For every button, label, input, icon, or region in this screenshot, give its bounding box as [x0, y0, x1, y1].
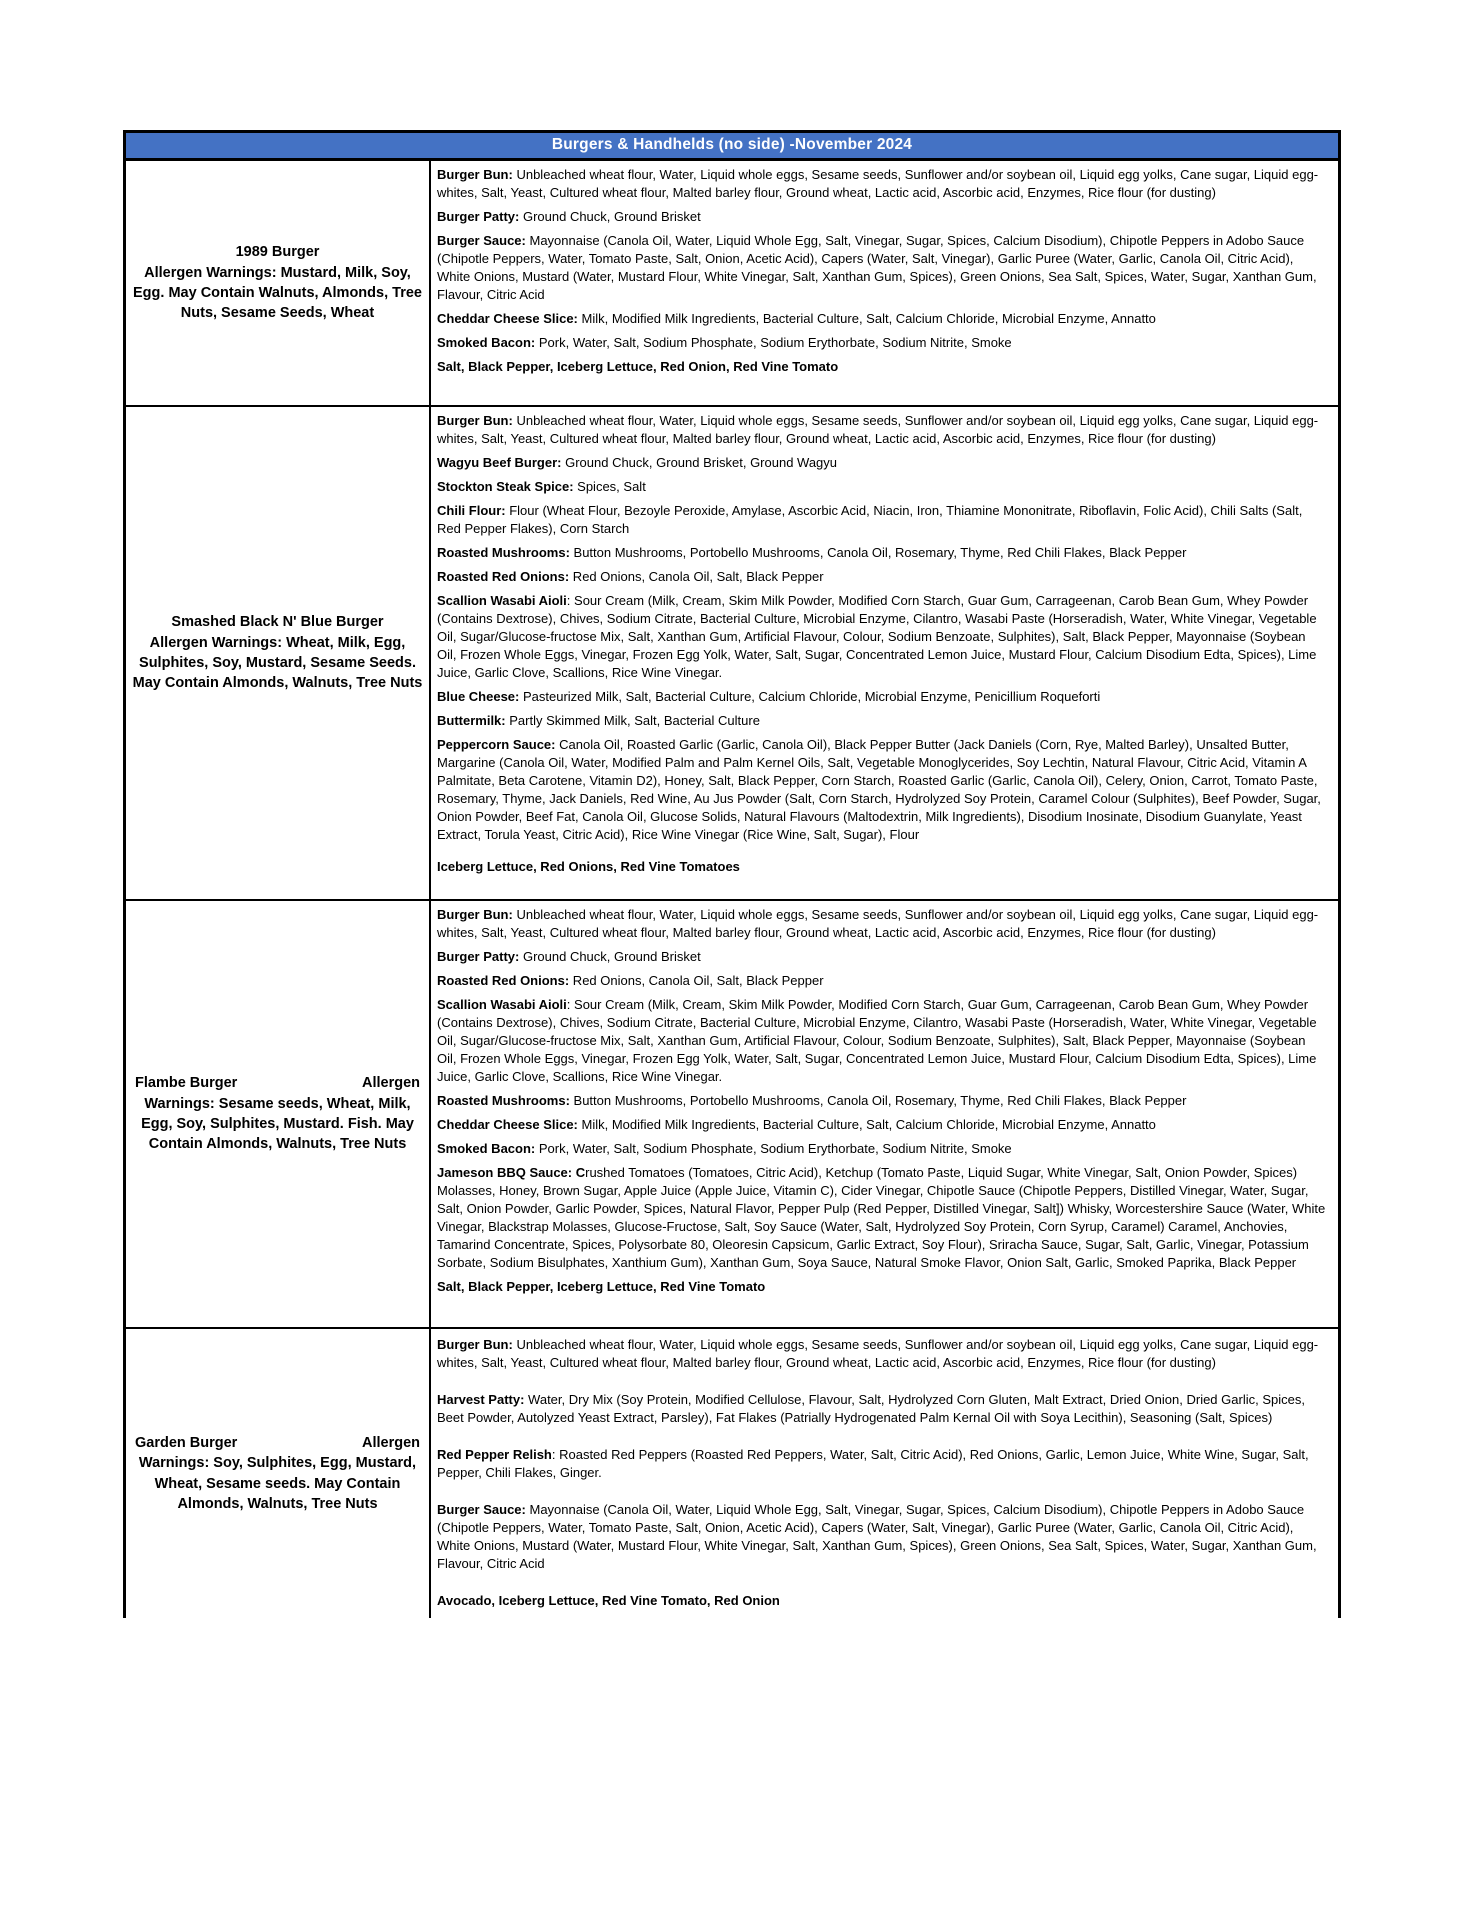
ingredient-paragraph [437, 1446, 1328, 1482]
ingredient-label: Buttermilk: [437, 713, 506, 728]
ingredient-paragraph [437, 972, 1328, 990]
allergen-word: Allergen [361, 1075, 420, 1092]
rows-container [126, 161, 1338, 1618]
ingredient-label: Jameson BBQ Sauce: C [437, 1165, 586, 1180]
ingredient-paragraph [437, 948, 1328, 966]
ingredient-paragraph [437, 1336, 1328, 1372]
allergen-warnings: Warnings: Sesame seeds, Wheat, Milk, Egg, Soy, Sulphites, Mustard. Fish. May Contain Almonds, Walnuts, Tree Nuts [141, 1095, 414, 1153]
allergen-warnings: Allergen Warnings: Wheat, Milk, Egg, Sulphites, Soy, Mustard, Sesame Seeds. May Contain Almonds, Walnuts, Tree Nuts [132, 634, 423, 692]
ingredient-paragraph [437, 996, 1328, 1086]
allergen-warnings: Warnings: Soy, Sulphites, Egg, Mustard, Wheat, Sesame seeds. May Contain Almonds, Walnuts, Tree Nuts [138, 1455, 417, 1512]
ingredient-label: Burger Bun: [437, 167, 513, 182]
ingredient-text: : Sour Cream (Milk, Cream, Skim Milk Powder, Modified Corn Starch, Guar Gum, Carrageenan, Carob Bean Gum, Whey Powder (Contains Dextrose), Chives, Sodium Citrate, Bacterial Culture, Microbial Enzyme, Cilantro, Wasabi Paste (Horseradish, Water, White Vinegar, Vegetable Oil, Sugar/Glucose-fructose Mix, Salt, Xanthan Gum, Artificial Flavour, Colour, Sodium Benzoate, Sulphites), Salt, Black Pepper, Mayonnaise (Soybean Oil, Frozen Whole Eggs, Vinegar, Frozen Egg Yolk, Water, Salt, Sugar, Concentrated Lemon Juice, Mustard Flour, Calcium Disodium Edta, Spices), Lime Juice, Garlic Clove, Scallions, Rice Wine Vinegar. [437, 997, 1317, 1084]
ingredient-paragraph [437, 1501, 1328, 1573]
table-header [126, 133, 1338, 161]
ingredient-paragraph [437, 232, 1328, 304]
allergen-word: Allergen [361, 1434, 420, 1451]
ingredient-text: Milk, Modified Milk Ingredients, Bacterial Culture, Salt, Calcium Chloride, Microbial Enzyme, Annatto [577, 311, 1156, 326]
burger-row [126, 901, 1338, 1329]
ingredient-paragraph [437, 502, 1328, 538]
ingredients-cell [431, 161, 1338, 405]
ingredient-label: Red Pepper Relish [437, 1447, 552, 1462]
base-components-line: Salt, Black Pepper, Iceberg Lettuce, Red Vine Tomato [437, 1279, 766, 1294]
ingredient-paragraph [437, 736, 1328, 844]
ingredient-text: Flour (Wheat Flour, Bezoyle Peroxide, Amylase, Ascorbic Acid, Niacin, Iron, Thiamine Mononitrate, Riboflavin, Folic Acid), Chili Salts (Salt, Red Pepper Flakes), Corn Starch [437, 503, 1303, 536]
ingredient-label: Peppercorn Sauce: [437, 737, 556, 752]
ingredient-text: Unbleached wheat flour, Water, Liquid whole eggs, Sesame seeds, Sunflower and/or soybean oil, Liquid egg yolks, Cane sugar, Liquid egg-whites, Salt, Yeast, Cultured wheat flour, Malted barley flour, Ground wheat, Lactic acid, Ascorbic acid, Enzymes, Rice flour (for dusting) [437, 413, 1319, 446]
ingredient-label: Burger Bun: [437, 413, 513, 428]
base-components-line: Avocado, Iceberg Lettuce, Red Vine Tomato, Red Onion [437, 1593, 780, 1608]
ingredient-label: Burger Sauce: [437, 1502, 526, 1517]
ingredient-paragraph [437, 544, 1328, 562]
ingredient-paragraph [437, 1092, 1328, 1110]
ingredient-label: Burger Sauce: [437, 233, 526, 248]
burger-name-line [131, 1433, 424, 1453]
ingredient-paragraph [437, 1391, 1328, 1427]
base-components-line: Salt, Black Pepper, Iceberg Lettuce, Red Onion, Red Vine Tomato [437, 359, 839, 374]
ingredient-text: Button Mushrooms, Portobello Mushrooms, Canola Oil, Rosemary, Thyme, Red Chili Flakes, Black Pepper [569, 545, 1187, 560]
ingredient-text: Water, Dry Mix (Soy Protein, Modified Cellulose, Flavour, Salt, Hydrolyzed Corn Gluten, Malt Extract, Dried Onion, Dried Garlic, Spices, Beet Powder, Autolyzed Yeast Extract, Parsley), Fat Flakes (Patrially Hydrogenated Palm Kernal Oil with Soya Lecithin), Seasoning (Salt, Spices) [437, 1392, 1305, 1425]
ingredient-label: Chili Flour: [437, 503, 506, 518]
ingredient-label: Roasted Mushrooms: [437, 1093, 570, 1108]
ingredient-paragraph [437, 1164, 1328, 1272]
ingredient-label: Burger Bun: [437, 1337, 513, 1352]
ingredient-text: Ground Chuck, Ground Brisket [519, 949, 701, 964]
ingredient-text: Ground Chuck, Ground Brisket, Ground Wagyu [561, 455, 838, 470]
ingredients-cell [431, 407, 1338, 899]
ingredient-paragraph [437, 906, 1328, 942]
ingredient-text: : Sour Cream (Milk, Cream, Skim Milk Powder, Modified Corn Starch, Guar Gum, Carrageenan, Carob Bean Gum, Whey Powder (Contains Dextrose), Chives, Sodium Citrate, Bacterial Culture, Microbial Enzyme, Cilantro, Wasabi Paste (Horseradish, Water, White Vinegar, Vegetable Oil, Sugar/Glucose-fructose Mix, Salt, Xanthan Gum, Artificial Flavour, Colour, Sodium Benzoate, Sulphites), Salt, Black Pepper, Mayonnaise (Soybean Oil, Frozen Whole Eggs, Vinegar, Frozen Egg Yolk, Water, Salt, Sugar, Concentrated Lemon Juice, Mustard Flour, Calcium Disodium Edta, Spices), Lime Juice, Garlic Clove, Scallions, Rice Wine Vinegar. [437, 593, 1317, 680]
ingredient-label: Scallion Wasabi Aioli [437, 593, 567, 608]
ingredient-label: Roasted Mushrooms: [437, 545, 570, 560]
ingredient-label: Burger Patty: [437, 949, 520, 964]
ingredient-text: Milk, Modified Milk Ingredients, Bacterial Culture, Salt, Calcium Chloride, Microbial Enzyme, Annatto [577, 1117, 1156, 1132]
ingredient-text: Unbleached wheat flour, Water, Liquid whole eggs, Sesame seeds, Sunflower and/or soybean oil, Liquid egg yolks, Cane sugar, Liquid egg-whites, Salt, Yeast, Cultured wheat flour, Malted barley flour, Ground wheat, Lactic acid, Ascorbic acid, Enzymes, Rice flour (for dusting) [437, 907, 1319, 940]
burger-name: Garden Burger [135, 1434, 238, 1451]
ingredient-paragraph [437, 208, 1328, 226]
ingredient-label: Burger Bun: [437, 907, 513, 922]
ingredient-paragraph [437, 166, 1328, 202]
ingredient-paragraph [437, 1140, 1328, 1158]
ingredient-paragraph [437, 712, 1328, 730]
ingredient-label: Scallion Wasabi Aioli [437, 997, 567, 1012]
ingredient-label: Stockton Steak Spice: [437, 479, 574, 494]
ingredient-label: Roasted Red Onions: [437, 973, 570, 988]
burger-name-cell [126, 901, 431, 1327]
ingredient-text: Spices, Salt [573, 479, 646, 494]
ingredient-label: Burger Patty: [437, 209, 520, 224]
ingredient-text: Button Mushrooms, Portobello Mushrooms, Canola Oil, Rosemary, Thyme, Red Chili Flakes, Black Pepper [569, 1093, 1187, 1108]
ingredient-label: Cheddar Cheese Slice: [437, 311, 578, 326]
burger-name-cell [126, 1329, 431, 1618]
burger-name-line [131, 612, 424, 632]
ingredient-text: Unbleached wheat flour, Water, Liquid whole eggs, Sesame seeds, Sunflower and/or soybean oil, Liquid egg yolks, Cane sugar, Liquid egg-whites, Salt, Yeast, Cultured wheat flour, Malted barley flour, Ground wheat, Lactic acid, Ascorbic acid, Enzymes, Rice flour (for dusting) [437, 1337, 1319, 1370]
ingredient-label: Harvest Patty: [437, 1392, 525, 1407]
burger-name: Smashed Black N' Blue Burger [171, 614, 384, 631]
burger-name: 1989 Burger [235, 244, 320, 261]
burger-name-cell [126, 161, 431, 405]
ingredient-label: Smoked Bacon: [437, 1141, 536, 1156]
ingredient-paragraph [437, 568, 1328, 586]
ingredient-text: Pork, Water, Salt, Sodium Phosphate, Sodium Erythorbate, Sodium Nitrite, Smoke [535, 1141, 1012, 1156]
ingredient-text: rushed Tomatoes (Tomatoes, Citric Acid), Ketchup (Tomato Paste, Liquid Sugar, White Vinegar, Salt, Onion Powder, Spices) Molasses, Honey, Brown Sugar, Apple Juice (Apple Juice, Vitamin C), Cider Vinegar, Chipotle Sauce (Chipotle Peppers, Distilled Vinegar, Water, Sugar, Salt, Onion Powder, Garlic Powder, Spices, Natural Flavor, Pepper Pulp (Red Pepper, Distilled Vinegar, Salt]) Whisky, Worcestershire Sauce (Water, White Vinegar, Blackstrap Molasses, Glucose-Fructose, Salt, Soy Sauce (Water, Salt, Hydrolyzed Soy Protein, Corn Syrup, Caramel) Caramel, Anchovies, Tamarind Concentrate, Spices, Polysorbate 80, Oleoresin Capsicum, Garlic Extract, Soy Flour), Sriracha Sauce, Sugar, Salt, Garlic, Vinegar, Potassium Sorbate, Sodium Bisulphates, Xanthium Gum), Xanthan Gum, Soya Sauce, Natural Smoke Flavor, Onion Salt, Garlic, Smoked Paprika, Black Pepper [437, 1165, 1326, 1270]
ingredient-label: Wagyu Beef Burger: [437, 455, 562, 470]
table-title: Burgers & Handhelds (no side) -November 2024 [551, 136, 913, 153]
ingredient-text: Unbleached wheat flour, Water, Liquid whole eggs, Sesame seeds, Sunflower and/or soybean oil, Liquid egg yolks, Cane sugar, Liquid egg-whites, Salt, Yeast, Cultured wheat flour, Malted barley flour, Ground wheat, Lactic acid, Ascorbic acid, Enzymes, Rice flour (for dusting) [437, 167, 1319, 200]
ingredient-text: Red Onions, Canola Oil, Salt, Black Pepper [569, 973, 824, 988]
allergen-warnings: Allergen Warnings: Mustard, Milk, Soy, Egg. May Contain Walnuts, Almonds, Tree Nuts, Sesame Seeds, Wheat [133, 264, 422, 322]
ingredient-paragraph [437, 478, 1328, 496]
burger-name-line [131, 1073, 424, 1093]
ingredient-text: Mayonnaise (Canola Oil, Water, Liquid Whole Egg, Salt, Vinegar, Sugar, Spices, Calcium Disodium), Chipotle Peppers in Adobo Sauce (Chipotle Peppers, Water, Tomato Paste, Salt, Onion, Acetic Acid), Capers (Water, Salt, Vinegar), Garlic Puree (Water, Garlic, Canola Oil, Citric Acid), White Onions, Mustard (Water, Mustard Flour, White Vinegar, Salt, Xanthan Gum, Spices), Green Onions, Sea Salt, Spices, Water, Sugar, Xanthan Gum, Flavour, Citric Acid [437, 233, 1317, 302]
burger-row [126, 1329, 1338, 1618]
base-components-line: Iceberg Lettuce, Red Onions, Red Vine Tomatoes [437, 859, 740, 874]
ingredient-label: Smoked Bacon: [437, 335, 536, 350]
ingredient-label: Blue Cheese: [437, 689, 520, 704]
ingredient-text: Pasteurized Milk, Salt, Bacterial Culture, Calcium Chloride, Microbial Enzyme, Penicillium Roqueforti [519, 689, 1101, 704]
ingredient-label: Roasted Red Onions: [437, 569, 570, 584]
burger-row [126, 407, 1338, 901]
ingredient-text: Canola Oil, Roasted Garlic (Garlic, Canola Oil), Black Pepper Butter (Jack Daniels (Corn, Rye, Malted Barley), Unsalted Butter, Margarine (Canola Oil, Water, Modified Palm and Palm Kernel Oils, Salt, Vegetable Monoglycerides, Soy Lechtin, Natural Flavour, Citric Acid, Vitamin A Palmitate, Beta Carotene, Vitamin D2), Honey, Salt, Black Pepper, Corn Starch, Roasted Garlic (Garlic, Canola Oil), Celery, Onion, Carrot, Tomato Paste, Rosemary, Thyme, Jack Daniels, Red Wine, Au Jus Powder (Salt, Corn Starch, Hydrolyzed Soy Protein, Caramel Colour (Sulphites), Beef Powder, Sugar, Onion Powder, Beef Fat, Canola Oil, Glucose Solids, Natural Flavours (Maltodextrin, Milk Ingredients), Disodium Inosinate, Disodium Guanylate, Yeast Extract, Torula Yeast, Citric Acid), Rice Wine Vinegar (Rice Wine, Salt, Sugar), Flour [437, 737, 1321, 842]
ingredient-paragraph [437, 1116, 1328, 1134]
burger-name: Flambe Burger [135, 1075, 238, 1092]
ingredient-paragraph [437, 592, 1328, 682]
ingredient-paragraph [437, 454, 1328, 472]
ingredient-text: Mayonnaise (Canola Oil, Water, Liquid Whole Egg, Salt, Vinegar, Sugar, Spices, Calcium Disodium), Chipotle Peppers in Adobo Sauce (Chipotle Peppers, Water, Tomato Paste, Salt, Onion, Acetic Acid), Capers (Water, Salt, Vinegar), Garlic Puree (Water, Garlic, Canola Oil, Citric Acid), White Onions, Mustard (Water, Mustard Flour, White Vinegar, Salt, Xanthan Gum, Spices), Green Onions, Sea Salt, Spices, Water, Sugar, Xanthan Gum, Flavour, Citric Acid [437, 1502, 1317, 1571]
ingredient-paragraph [437, 310, 1328, 328]
ingredients-cell [431, 1329, 1338, 1618]
ingredient-paragraph [437, 334, 1328, 352]
ingredient-text: Pork, Water, Salt, Sodium Phosphate, Sodium Erythorbate, Sodium Nitrite, Smoke [535, 335, 1012, 350]
ingredient-text: Partly Skimmed Milk, Salt, Bacterial Culture [505, 713, 760, 728]
ingredient-text: Ground Chuck, Ground Brisket [519, 209, 701, 224]
ingredient-paragraph [437, 688, 1328, 706]
allergen-ingredient-table [123, 130, 1341, 1618]
burger-name-line [131, 242, 424, 262]
ingredient-paragraph [437, 412, 1328, 448]
ingredient-label: Cheddar Cheese Slice: [437, 1117, 578, 1132]
burger-row [126, 161, 1338, 407]
ingredient-text: : Roasted Red Peppers (Roasted Red Peppers, Water, Salt, Citric Acid), Red Onions, Garlic, Lemon Juice, White Wine, Sugar, Salt, Pepper, Chili Flakes, Ginger. [437, 1447, 1309, 1480]
ingredients-cell [431, 901, 1338, 1327]
ingredient-text: Red Onions, Canola Oil, Salt, Black Pepper [569, 569, 824, 584]
burger-name-cell [126, 407, 431, 899]
